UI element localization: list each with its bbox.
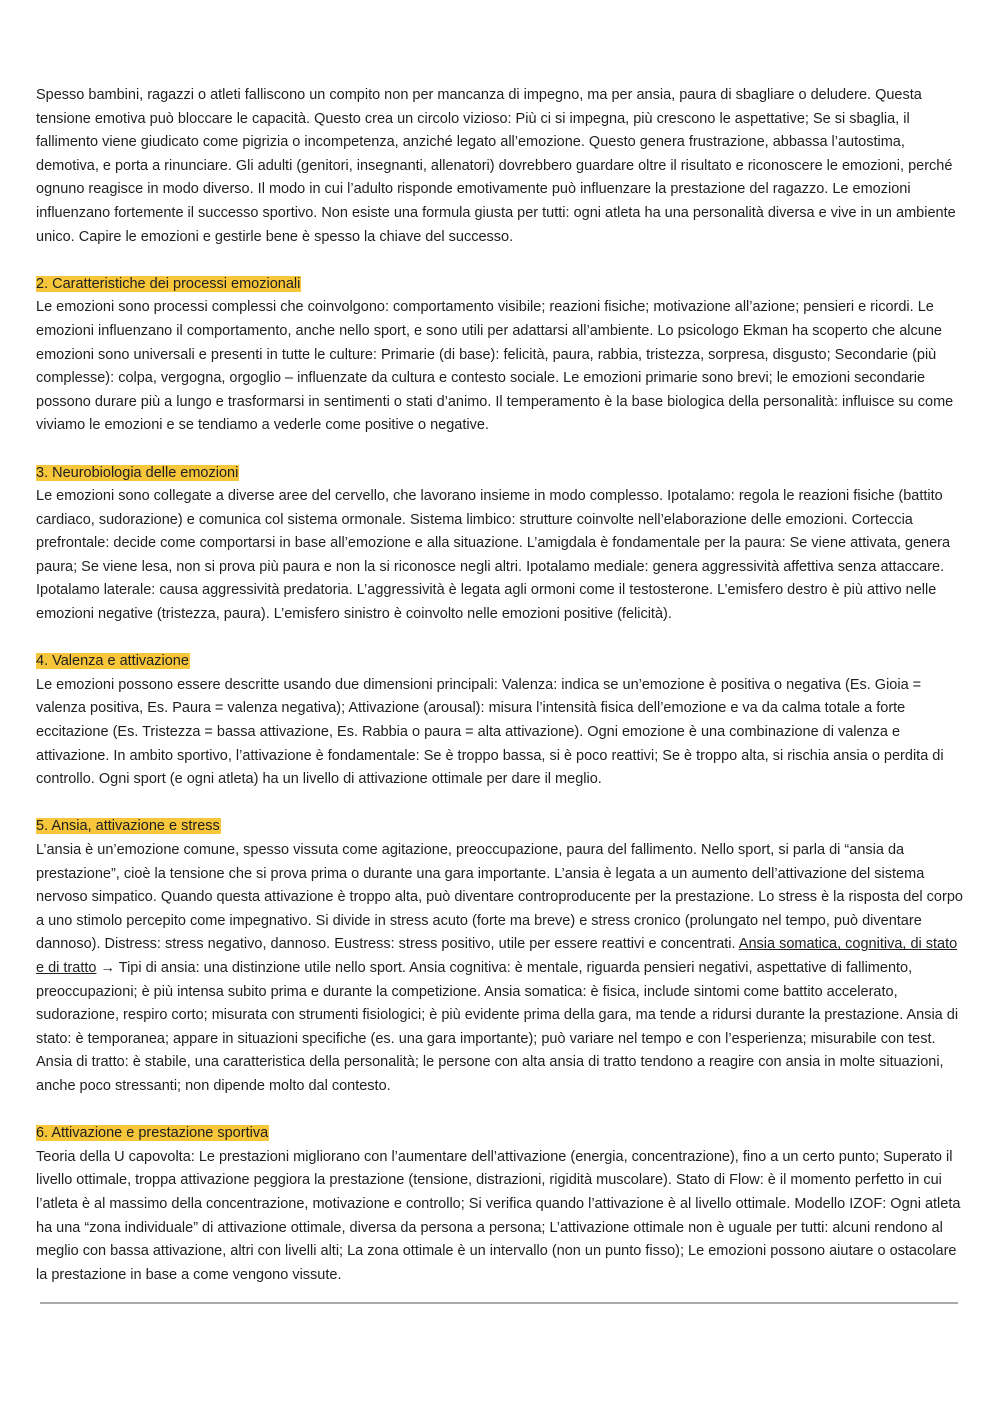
section-neurobiology <box>36 462 964 627</box>
heading-highlight: 5. Ansia, attivazione e stress <box>36 818 220 835</box>
section-activation-performance <box>36 1122 964 1287</box>
document-page <box>36 84 964 1311</box>
section-heading <box>36 815 964 839</box>
underlined-term: Ansia somatica, cognitiva, di stato e di tratto <box>36 936 958 976</box>
intro-paragraph: Spesso bambini, ragazzi o atleti falliscono un compito non per mancanza di impegno, ma per ansia, paura di sbagliare o deludere. Questa tensione emotiva può bloccare le capacità. Questo crea un circolo vizioso: Più ci si impegna, più crescono le aspettative; Se si sbaglia, il fallimento viene giudicato come pigrizia o incompetenza, anziché legato all’emozione. Questo genera frustrazione, abbassa l’autostima, demotiva, e porta a rinunciare. Gli adulti (genitori, insegnanti, allenatori) dovrebbero guardare oltre il risultato e riconoscere le emozioni, perché ognuno reagisce in modo diverso. Il modo in cui l’adulto risponde emotivamente può influenzare la prestazione del ragazzo. Le emozioni influenzano fortemente il successo sportivo. Non esiste una formula giusta per tutti: ogni atleta ha una personalità diversa e vive in un ambiente unico. Capire le emozioni e gestirle bene è spesso la chiave del successo. <box>36 87 956 245</box>
heading-highlight: 4. Valenza e attivazione <box>36 653 189 670</box>
page-divider <box>40 1302 958 1304</box>
section-body: Le emozioni possono essere descritte usando due dimensioni principali: Valenza: indica se un’emozione è positiva o negativa (Es. Gioia = valenza positiva, Es. Paura = valenza negativa); Attivazione (arousal): misura l’intensità fisica dell’emozione e va da calma totale a forte eccitazione (Es. Tristezza = bassa attivazione, Es. Rabbia o paura = alta attivazione). Ogni emozione è una combinazione di valenza e attivazione. In ambito sportivo, l’attivazione è fondamentale: Se è troppo bassa, si è poco reattivi; Se è troppo alta, si rischia ansia o perdita di controllo. Ogni sport (e ogni atleta) ha un livello di attivazione ottimale per dare il meglio. <box>36 676 944 788</box>
section-heading <box>36 462 964 486</box>
section-valence-activation <box>36 650 964 792</box>
heading-highlight: 6. Attivazione e prestazione sportiva <box>36 1125 269 1142</box>
section-characteristics <box>36 273 964 438</box>
heading-highlight: 3. Neurobiologia delle emozioni <box>36 464 239 481</box>
section-anxiety-stress <box>36 815 964 1098</box>
body-text-after: → Tipi di ansia: una distinzione utile nello sport. Ansia cognitiva: è mentale, riguarda pensieri negativi, aspettative di fallimento, preoccupazioni; è più intensa subito prima e durante la competizione. Ansia somatica: è fisica, include sintomi come battito accelerato, sudorazione, respiro corto; misurata con strumenti fisiologici; è più evidente prima della gara, ma tende a ridursi durante la prestazione. Ansia di stato: è temporanea; appare in situazioni specifiche (es. una gara importante); può variare nel tempo e con l’esperienza; misurabile con test. Ansia di tratto: è stabile, una caratteristica della personalità; le persone con alta ansia di tratto tendono a reagire con ansia in molte situazioni, anche poco stressanti; non dipende molto dal contesto. <box>36 959 959 1094</box>
section-heading <box>36 273 964 297</box>
section-heading <box>36 650 964 674</box>
section-heading <box>36 1122 964 1146</box>
section-body: Teoria della U capovolta: Le prestazioni migliorano con l’aumentare dell’attivazione (energia, concentrazione), fino a un certo punto; Superato il livello ottimale, troppa attivazione peggiora la prestazione (tensione, distrazioni, rigidità muscolare). Stato di Flow: è il momento perfetto in cui l’atleta è al massimo della concentrazione, motivazione e controllo; Si verifica quando l’attivazione è al livello ottimale. Modello IZOF: Ogni atleta ha una “zona individuale” di attivazione ottimale, diversa da persona a persona; L’attivazione ottimale non è uguale per tutti: alcuni rendono al meglio con bassa attivazione, altri con livelli alti; La zona ottimale è un intervallo (non un punto fisso); Le emozioni possono aiutare o ostacolare la prestazione in base a come vengono vissute. <box>36 1148 961 1283</box>
heading-highlight: 2. Caratteristiche dei processi emozionali <box>36 275 301 292</box>
section-body <box>36 839 964 1099</box>
section-body: Le emozioni sono collegate a diverse aree del cervello, che lavorano insieme in modo complesso. Ipotalamo: regola le reazioni fisiche (battito cardiaco, sudorazione) e comunica col sistema ormonale. Sistema limbico: strutture coinvolte nell’elaborazione delle emozioni. Corteccia prefrontale: decide come comportarsi in base all’emozione e alla situazione. L’amigdala è fondamentale per la paura: Se viene attivata, genera paura; Se viene lesa, non si prova più paura e non la si riconosce negli altri. Ipotalamo mediale: genera aggressività affettiva senza attaccare. Ipotalamo laterale: causa aggressività predatoria. L’aggressività è legata agli ormoni come il testosterone. L’emisfero destro è più attivo nelle emozioni negative (tristezza, paura). L’emisfero sinistro è coinvolto nelle emozioni positive (felicità). <box>36 488 951 623</box>
body-text-before: L’ansia è un’emozione comune, spesso vissuta come agitazione, preoccupazione, paura del fallimento. Nello sport, si parla di “ansia da prestazione”, cioè la tensione che si prova prima o durante una gara importante. L’ansia è legata a un aumento dell’attivazione del sistema nervoso simpatico. Quando questa attivazione è troppo alta, può diventare controproducente per la prestazione. Lo stress è la risposta del corpo a uno stimolo percepito come impegnativo. Si divide in stress acuto (forte ma breve) e stress cronico (prolungato nel tempo, può diventare dannoso). Distress: stress negativo, dannoso. Eustress: stress positivo, utile per essere reattivi e concentrati. <box>36 842 963 953</box>
section-body: Le emozioni sono processi complessi che coinvolgono: comportamento visibile; reazioni fisiche; motivazione all’azione; pensieri e ricordi. Le emozioni influenzano il comportamento, anche nello sport, e sono utili per adattarsi all’ambiente. Lo psicologo Ekman ha scoperto che alcune emozioni sono universali e presenti in tutte le culture: Primarie (di base): felicità, paura, rabbia, tristezza, sorpresa, disgusto; Secondarie (più complesse): colpa, vergogna, orgoglio – influenzate da cultura e contesto sociale. Le emozioni primarie sono brevi; le emozioni secondarie possono durare più a lungo e trasformarsi in sentimenti o stati d’animo. Il temperamento è la base biologica della personalità: influisce su come viviamo le emozioni e se tendiamo a vederle come positive o negative. <box>36 299 954 434</box>
